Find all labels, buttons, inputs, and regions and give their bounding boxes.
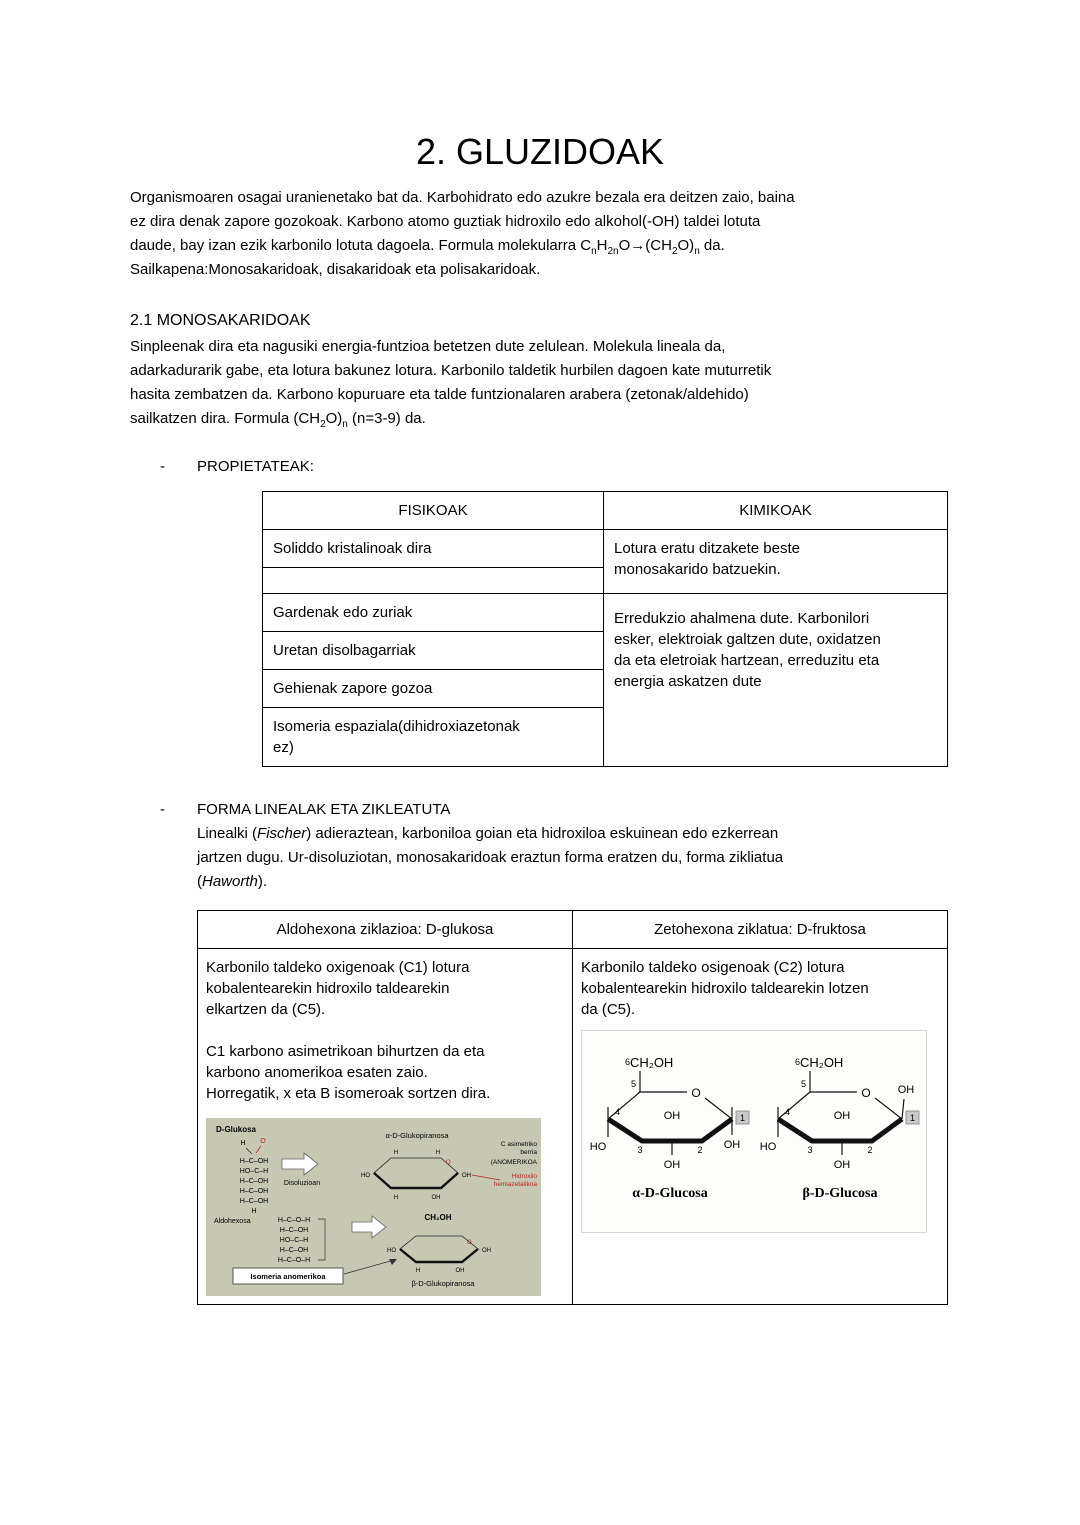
substituent-label: HO [387, 1248, 396, 1254]
substituent-label: OH [482, 1248, 491, 1254]
carbon-5-number: 5 [800, 1079, 806, 1089]
bullet-propietateak-label: PROPIETATEAK: [197, 458, 314, 475]
carbon-4-number: 4 [785, 1107, 791, 1117]
substituent-label: H [415, 1268, 421, 1274]
fischer-row: H–C–OH [279, 1247, 309, 1254]
carbon-6-number: 6 [625, 1057, 631, 1067]
bullet-marker: - [160, 801, 165, 818]
bottom-oh-label: OH [833, 1159, 851, 1171]
left-ho-label: HO [759, 1141, 777, 1153]
beta-glucose-caption: β-D-Glucosa [802, 1186, 878, 1201]
physical-property-cell: Uretan disolbagarriak [263, 632, 604, 670]
substituent-label: H [393, 1195, 399, 1201]
d-glukosa-label: D-Glukosa [216, 1125, 257, 1134]
monosaccharide-paragraph: Sinpleenak dira eta nagusiki energia-funtzioa betetzen dute zelulean. Molekula lineala da, adarkadurarik gabe, eta lotura bakunez lotura. Karbonilo taldetik hurbilen dagoen kate muturretik hasita zembatzen da. Karbono kopuruare eta talde funtzionalaren arabera (zetonak/aldehido) sailkatzen dira. Formula $(CH_2O)_n$ (n=3-9) da. [130, 338, 772, 430]
intro-paragraph: Organismoaren osagai uranienetako bat da. Karbohidrato edo azukre bezala era deitzen zaio, baina ez dira denak zapore gozokoak. Karbono atomo guztiak hidroxilo edo alkohol(-OH) taldei lotuta daude, bay izan ezik karbonilo lotuta dagoela. Formula molekularra $C_nH_{2n}O\to(CH_2O)_n$ da. Sailkapena:Monosakaridoak, disakaridoak eta polisakaridoak. [130, 189, 795, 278]
anomeric-oh-label: OH [462, 1173, 471, 1179]
section-2-1-heading: 2.1 MONOSAKARIDOAK [130, 312, 311, 329]
annotation-line: (ANOMERIKOA [490, 1159, 537, 1166]
bullet-forma-linealak-label: FORMA LINEALAK ETA ZIKLEATUTA [197, 801, 451, 818]
isomeria-anomerikoa-box [233, 1268, 343, 1284]
beta-glucopyranose-label: β-D-Glukopiranosa [411, 1279, 475, 1288]
annotation-line: berria [520, 1149, 537, 1156]
col-header-aldohexona: Aldohexona ziklazioa: D-glukosa [198, 911, 573, 949]
carbon-3-number: 3 [637, 1145, 643, 1155]
ring-oxygen: O [861, 1086, 871, 1100]
ch2oh-label: CH₂OH [630, 1055, 674, 1070]
substituent-label: HO [361, 1173, 370, 1179]
carbon-2-number: 2 [697, 1145, 703, 1155]
fischer-o-label: O [260, 1138, 266, 1145]
page-title: 2. GLUZIDOAK [415, 131, 665, 172]
physical-property-cell: Gehienak zapore gozoa [263, 670, 604, 708]
cyclization-header-row [198, 911, 948, 949]
anomeric-isomerism-figure [206, 1118, 541, 1296]
cyclization-table [197, 910, 948, 1305]
fischer-row: HO–C–H [279, 1237, 309, 1244]
fischer-h-label: H [240, 1140, 246, 1147]
ring-oxygen: O [446, 1160, 451, 1166]
chemical-property-cell: Erredukzio ahalmena dute. Karbonilori esker, elektroiak galtzen dute, oxidatzen da eta eletroiak hartzean, erreduzitu eta energia askat​zen dute [604, 594, 948, 767]
carbon-1-number: 1 [739, 1113, 746, 1123]
substituent-label: H [393, 1150, 399, 1156]
carbon-3-number: 3 [807, 1145, 813, 1155]
fischer-row: H–C–OH [239, 1198, 269, 1205]
carbon-6-number: 6 [795, 1057, 801, 1067]
carbon-2-number: 2 [867, 1145, 873, 1155]
inner-oh-label: OH [833, 1110, 851, 1122]
table-row [263, 530, 948, 568]
alpha-glucose-caption: α-D-Glucosa [632, 1186, 708, 1201]
carbon-1-number: 1 [909, 1113, 916, 1123]
carbon-4-number: 4 [615, 1107, 621, 1117]
ch2oh-label: CH₂OH [424, 1213, 452, 1222]
dissolution-label: Disoluzioan [283, 1180, 321, 1187]
substituent-label: OH [431, 1195, 441, 1201]
aldohexose-paragraph-1: Karbonilo taldeko oxigenoak (C1) lotura kobalentearekin hidroxilo taldearekin elkartzen da (C5). [206, 959, 470, 1018]
ring-oxygen: O [467, 1240, 472, 1246]
cyclization-body-row [198, 949, 948, 1305]
bullet-propietateak [160, 455, 950, 479]
alpha-glucopyranose-label: α-D-Glukopiranosa [385, 1131, 449, 1140]
fischer-bottom-h: H [251, 1208, 257, 1215]
fischer-row: H–C–OH [239, 1178, 269, 1185]
fischer-row: H–C–O–H [277, 1257, 311, 1264]
alpha-glucose-structure [584, 1035, 754, 1217]
fischer-row: H–C–O–H [277, 1217, 311, 1224]
isomeria-anomerikoa-label: Isomeria anomerikoa [250, 1272, 326, 1281]
empty-cell [263, 568, 604, 594]
ketohexose-paragraph-1: Karbonilo taldeko osigenoak (C2) lotura kobalentearekin hidroxilo taldearekin lotzen da (C5). [581, 959, 869, 1018]
properties-header-row [263, 492, 948, 530]
aldohexosa-caption: Aldohexosa [214, 1218, 251, 1225]
hemiacetal-note: Hidroxilo [511, 1173, 537, 1180]
aldohexose-paragraph-2: C1 karbono asimetrikoan bihurtzen da eta karbono anomerikoa esaten zaio. Horregatik, x eta B isomeroak sortzen dira. [206, 1043, 491, 1102]
fischer-row: H–C–OH [239, 1188, 269, 1195]
ring-oxygen: O [691, 1086, 701, 1100]
bullet-marker: - [160, 458, 165, 475]
substituent-label: H [435, 1150, 441, 1156]
ch2oh-label: CH₂OH [800, 1055, 844, 1070]
bullet-forma-linealak [160, 798, 950, 822]
hemiacetal-note: hemiazetalikoa [493, 1181, 537, 1188]
left-ho-label: HO [589, 1141, 607, 1153]
anomeric-oh-label: OH [723, 1139, 741, 1151]
properties-table [262, 491, 948, 767]
fischer-row: H–C–OH [279, 1227, 309, 1234]
substituent-label: OH [455, 1268, 465, 1274]
physical-property-cell: Soliddo kristalinoak dira [263, 530, 604, 568]
ketohexose-cell [573, 949, 948, 1305]
anomeric-oh-label: OH [897, 1084, 915, 1096]
col-header-kimikoak: KIMIKOAK [604, 492, 948, 530]
chemical-property-cell: Lotura eratu ditzakete beste monosakarido batzuekin. [604, 530, 948, 594]
col-header-zetohexona: Zetohexona ziklatua: D-fruktosa [573, 911, 948, 949]
inner-oh-label: OH [663, 1110, 681, 1122]
physical-property-cell: Gardenak edo zuriak [263, 594, 604, 632]
beta-glucose-structure [754, 1035, 924, 1217]
table-row [263, 594, 948, 632]
col-header-fisikoak: FISIKOAK [263, 492, 604, 530]
fischer-row: H–C–OH [239, 1158, 269, 1165]
aldohexose-cell [198, 949, 573, 1305]
physical-property-cell: Isomeria espaziala(dihidroxiazetonak ez) [263, 708, 604, 767]
carbon-5-number: 5 [630, 1079, 636, 1089]
forma-paragraph: Linealki (Fischer) adieraztean, karboniloa goian eta hidroxiloa eskuinean edo ezkerrean jartzen dugu. Ur-disoluziotan, monosakaridoak eraztun forma eratzen du, forma zikliatua (Haworth). [197, 825, 784, 890]
bottom-oh-label: OH [663, 1159, 681, 1171]
haworth-projections-image [581, 1030, 927, 1233]
annotation-line: C asimetriko [500, 1141, 537, 1148]
document-page [130, 0, 950, 1305]
fischer-row: HO–C–H [239, 1168, 269, 1175]
